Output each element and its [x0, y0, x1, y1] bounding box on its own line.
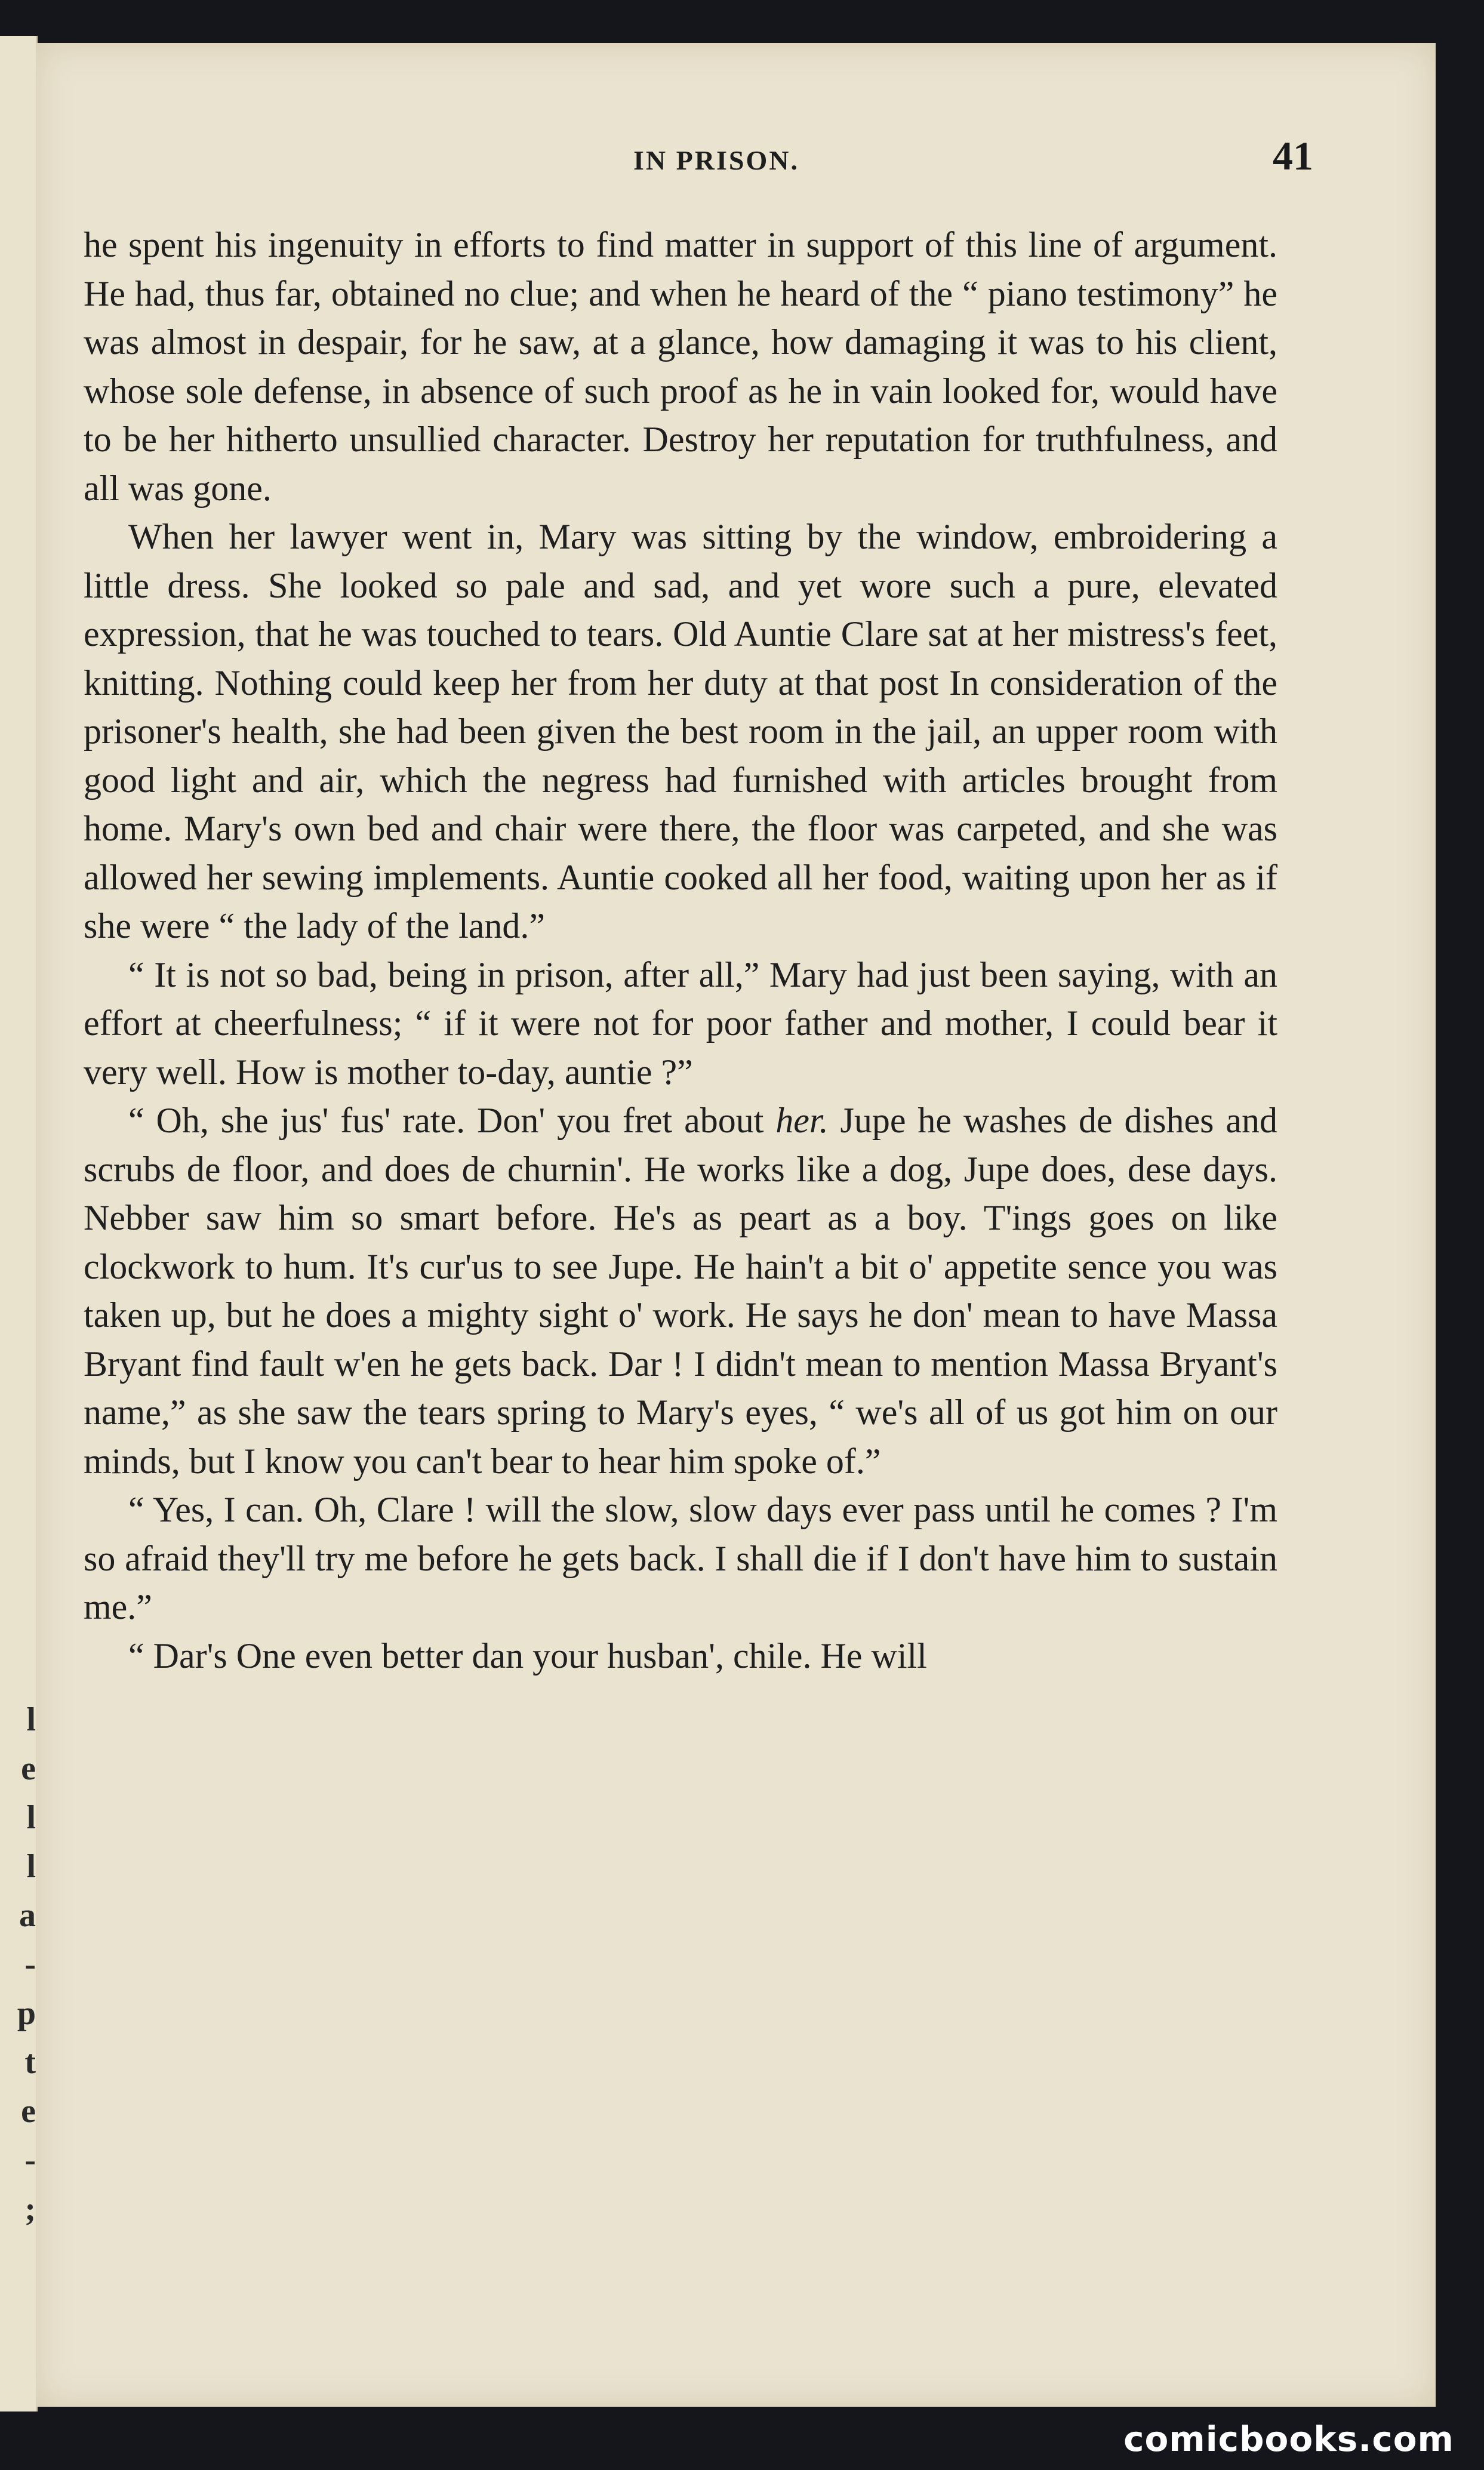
facing-mark: t	[24, 2044, 36, 2081]
facing-mark: p	[17, 1995, 36, 2032]
facing-mark: ;	[24, 2191, 36, 2228]
paragraph	[84, 1097, 1277, 1486]
facing-mark: a	[19, 1897, 36, 1934]
paragraph: When her lawyer went in, Mary was sitting by the window, embroidering a little dress. She looked so pale and sad, and yet wore such a pure, elevated expression, that he was touched to tears. Old Auntie Clare sat at her mistress's feet, knitting. Nothing could keep her from her duty at that post In consideration of the prisoner's health, she had been given the best room in the jail, an upper room with good light and air, which the negress had furnished with articles brought from home. Mary's own bed and chair were there, the floor was carpeted, and she was allowed her sewing implements. Auntie cooked all her food, waiting upon her as if she were “ the lady of the land.”	[84, 517, 1277, 946]
emphasized-word: her.	[775, 1101, 829, 1140]
paragraph-text: “ Oh, she jus' fus' rate. Don' you fret about	[128, 1101, 764, 1140]
facing-mark: l	[26, 1799, 36, 1836]
facing-page-edge	[0, 36, 38, 2412]
running-head: IN PRISON.	[633, 145, 799, 175]
paragraph-text: Jupe he washes de dishes and scrubs de floor, and does de churnin'. He works like a dog, Jupe does, dese days. Nebber saw him so smart before. He's as peart as a boy. T'ings goes on like clockwork to hum. It's cur'us to see Jupe. He hain't a bit o' appetite sence you was taken up, but he does a mighty sight o' work. He says he don' mean to have Massa Bryant find fault w'en he gets back. Dar ! I didn't mean to mention Massa Bryant's name,” as she saw the tears spring to Mary's eyes, “ we's all of us got him on our minds, but I know you can't bear to hear him spoke of.”	[84, 1101, 1278, 1481]
facing-mark: l	[26, 1848, 36, 1885]
page-header	[119, 133, 1313, 198]
facing-mark: e	[21, 1750, 36, 1787]
body-text	[84, 221, 1277, 1680]
paragraph: “ It is not so bad, being in prison, after all,” Mary had just been saying, with an effort at cheerfulness; “ if it were not for poor father and mother, I could bear it very well. How is mother to-day, auntie ?”	[84, 954, 1277, 1092]
facing-mark: e	[21, 2093, 36, 2130]
paragraph: “ Dar's One even better dan your husban', chile. He will	[128, 1636, 927, 1676]
page-number: 41	[1273, 133, 1313, 178]
facing-page-marks	[0, 1695, 36, 2234]
paragraph: he spent his ingenuity in efforts to find matter in support of this line of argument. He had, thus far, obtained no clue; and when he heard of the “ piano testimony” he was almost in despair, for he saw, at a glance, how damaging it was to his client, whose sole defense, in absence of such proof as he in vain looked for, would have to be her hitherto unsullied character. Destroy her reputation for truthfulness, and all was gone.	[84, 225, 1277, 508]
facing-mark: -	[24, 2142, 36, 2179]
watermark: comicbooks.com	[1123, 2419, 1454, 2459]
paragraph: “ Yes, I can. Oh, Clare ! will the slow, slow days ever pass until he comes ? I'm so afraid they'll try me before he gets back. I shall die if I don't have him to sustain me.”	[84, 1490, 1277, 1627]
facing-mark: -	[24, 1946, 36, 1983]
facing-mark: l	[26, 1701, 36, 1738]
